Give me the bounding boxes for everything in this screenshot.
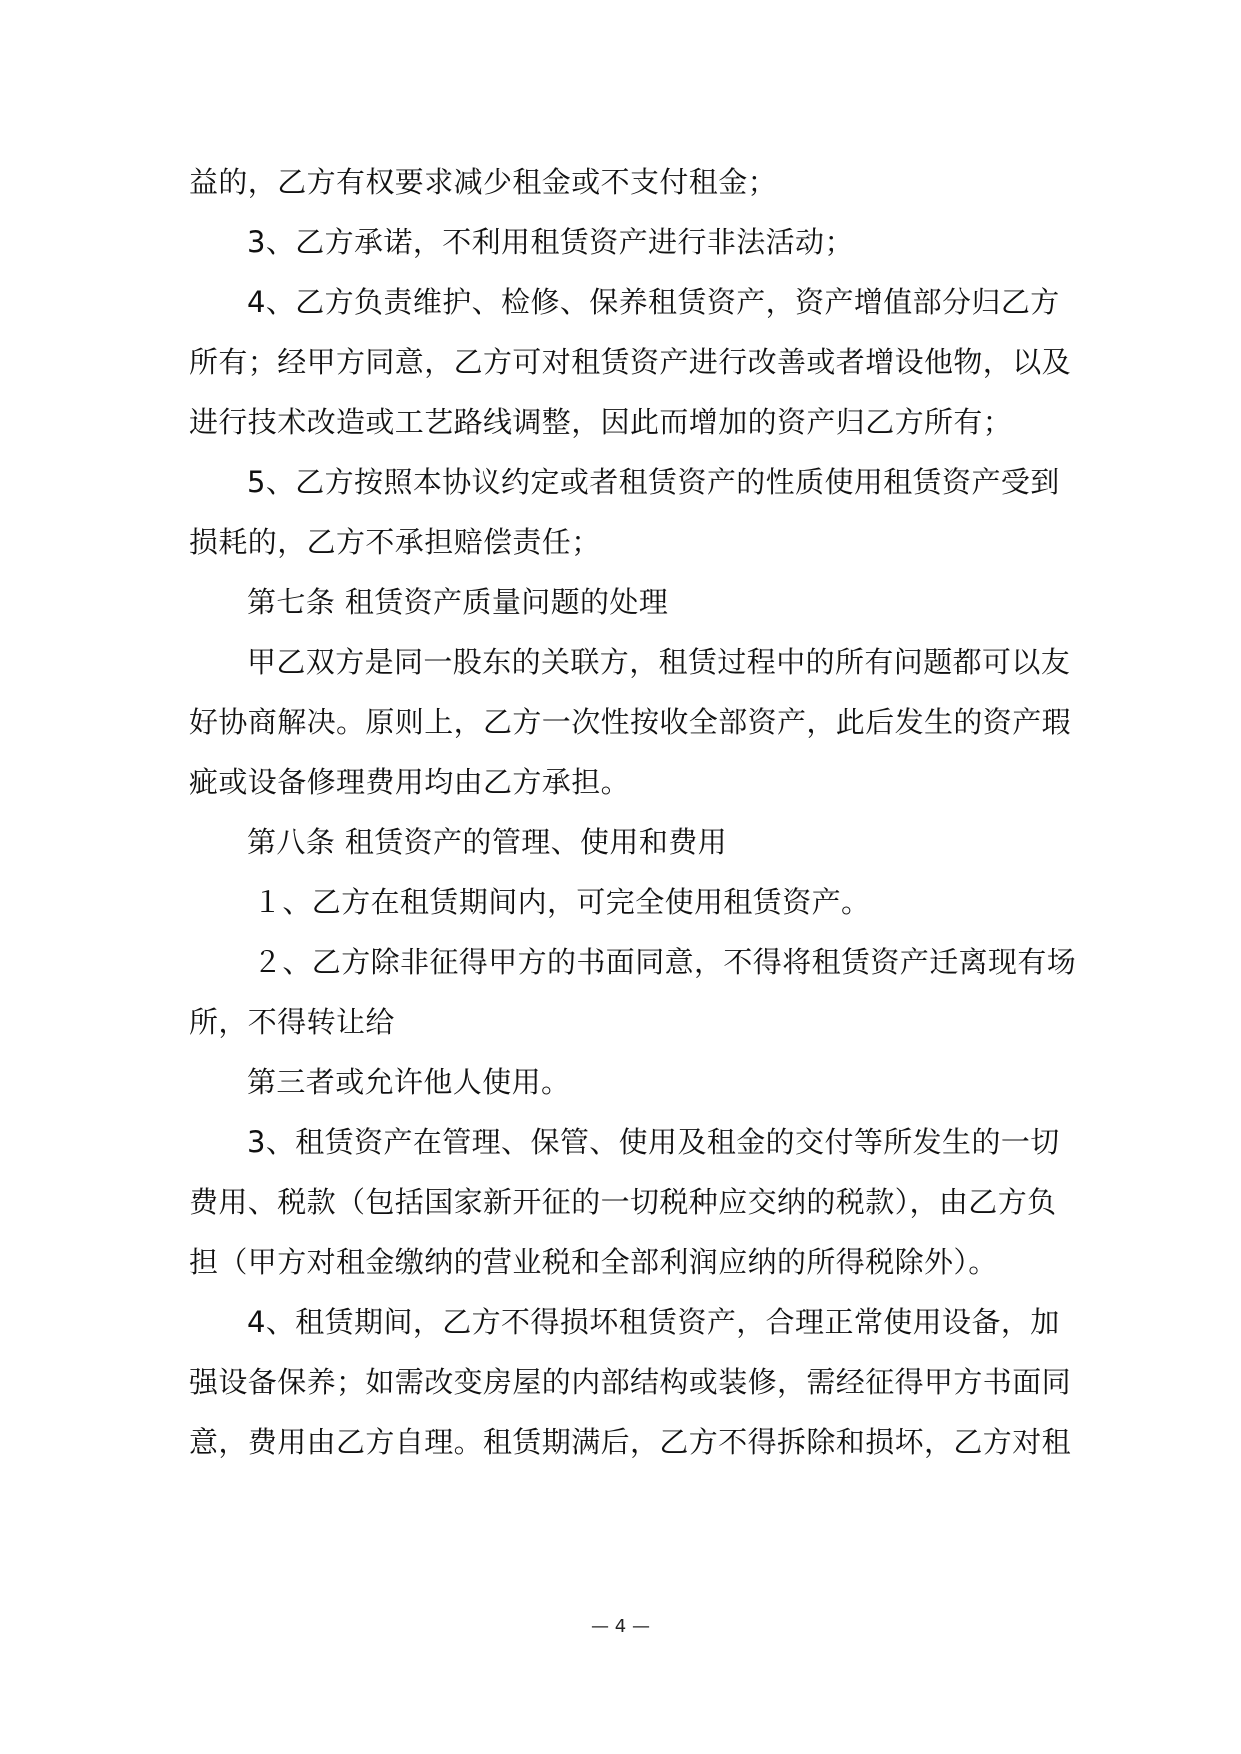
text-line: 所有；经甲方同意，乙方可对租赁资产进行改善或者增设他物，以及 xyxy=(189,345,1072,379)
text-line: 3、租赁资产在管理、保管、使用及租金的交付等所发生的一切 xyxy=(247,1125,1060,1159)
text-line: 担（甲方对租金缴纳的营业税和全部利润应纳的所得税除外）。 xyxy=(189,1245,998,1279)
text-line: １、乙方在租赁期间内，可完全使用租赁资产。 xyxy=(253,885,871,919)
text-line: 4、乙方负责维护、检修、保养租赁资产，资产增值部分归乙方 xyxy=(247,285,1060,319)
text-line: ２、乙方除非征得甲方的书面同意，不得将租赁资产迁离现有场 xyxy=(253,945,1077,979)
section-heading: 第七条 租赁资产质量问题的处理 xyxy=(247,585,669,619)
text-line: 进行技术改造或工艺路线调整，因此而增加的资产归乙方所有； xyxy=(189,405,1013,439)
text-line: 益的，乙方有权要求减少租金或不支付租金； xyxy=(189,165,778,199)
text-line: 4、租赁期间，乙方不得损坏租赁资产，合理正常使用设备，加 xyxy=(247,1305,1060,1339)
page-number: — 4 — xyxy=(591,1616,650,1637)
text-line: 费用、税款（包括国家新开征的一切税种应交纳的税款），由乙方负 xyxy=(189,1185,1057,1219)
text-line: 疵或设备修理费用均由乙方承担。 xyxy=(189,765,631,799)
text-line: 意，费用由乙方自理。租赁期满后，乙方不得拆除和损坏，乙方对租 xyxy=(189,1425,1072,1459)
text-line: 损耗的，乙方不承担赔偿责任； xyxy=(189,525,601,559)
text-line: 3、乙方承诺，不利用租赁资产进行非法活动； xyxy=(247,225,854,259)
section-heading: 第八条 租赁资产的管理、使用和费用 xyxy=(247,825,728,859)
document-body xyxy=(189,152,1077,1472)
text-line: 所，不得转让给 xyxy=(189,1005,395,1039)
text-line: 第三者或允许他人使用。 xyxy=(247,1065,571,1099)
text-line: 好协商解决。原则上，乙方一次性按收全部资产，此后发生的资产瑕 xyxy=(189,705,1072,739)
text-line: 强设备保养；如需改变房屋的内部结构或装修，需经征得甲方书面同 xyxy=(189,1365,1072,1399)
text-line: 甲乙双方是同一股东的关联方，租赁过程中的所有问题都可以友 xyxy=(247,645,1071,679)
text-line: 5、乙方按照本协议约定或者租赁资产的性质使用租赁资产受到 xyxy=(247,465,1060,499)
